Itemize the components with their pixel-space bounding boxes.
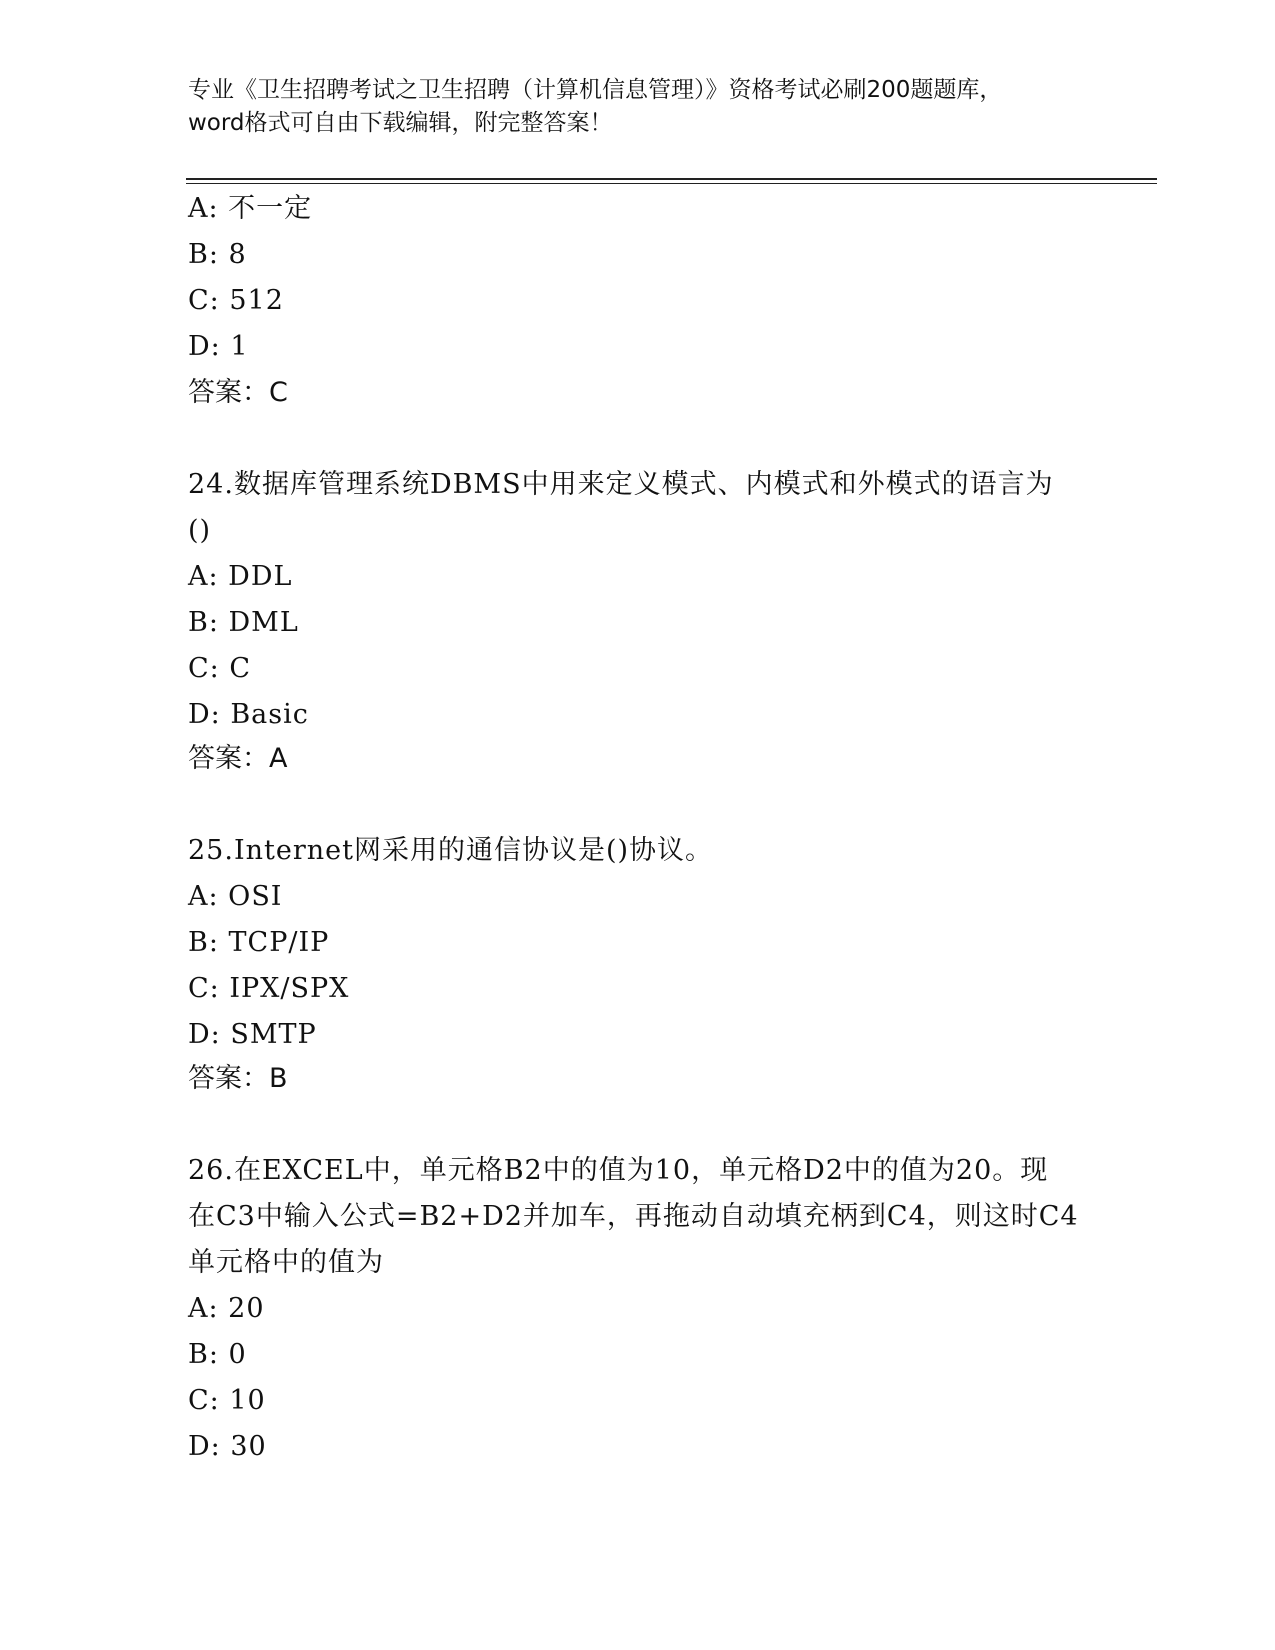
- q24-answer: 答案：A: [188, 743, 288, 774]
- q24-option-d: D: Basic: [188, 699, 309, 730]
- q26-stem-line-3: 单元格中的值为: [188, 1247, 384, 1278]
- q26-option-a: A: 20: [188, 1293, 265, 1324]
- q25-option-a: A: OSI: [188, 881, 283, 912]
- q26-option-b: B: 0: [188, 1339, 247, 1370]
- header-divider-thin: [186, 183, 1157, 184]
- q24-option-a: A: DDL: [188, 561, 293, 592]
- header-line-2: word格式可自由下载编辑，附完整答案！: [188, 110, 613, 136]
- q25-option-d: D: SMTP: [188, 1019, 317, 1050]
- q24-stem-line-2: (): [188, 515, 212, 546]
- document-header: [188, 74, 1088, 140]
- q23-answer: 答案：C: [188, 377, 288, 408]
- q26-stem-line-2: 在C3中输入公式=B2+D2并加车，再拖动自动填充柄到C4，则这时C4: [188, 1201, 1079, 1232]
- q25-answer: 答案：B: [188, 1063, 288, 1094]
- q24-stem-line-1: 24.数据库管理系统DBMS中用来定义模式、内模式和外模式的语言为: [188, 469, 1054, 500]
- q25-option-b: B: TCP/IP: [188, 927, 330, 958]
- q26-option-d: D: 30: [188, 1431, 267, 1462]
- q25-option-c: C: IPX/SPX: [188, 973, 350, 1004]
- q23-option-b: B: 8: [188, 239, 247, 270]
- q24-option-c: C: C: [188, 653, 251, 684]
- q25-stem-line-1: 25.Internet网采用的通信协议是()协议。: [188, 835, 714, 866]
- q26-option-c: C: 10: [188, 1385, 266, 1416]
- q23-option-a: A: 不一定: [188, 193, 313, 224]
- q24-option-b: B: DML: [188, 607, 299, 638]
- header-line-1: 专业《卫生招聘考试之卫生招聘（计算机信息管理）》资格考试必刷200题题库，: [188, 77, 1003, 103]
- q23-option-c: C: 512: [188, 285, 284, 316]
- header-divider: [186, 178, 1157, 180]
- q23-option-d: D: 1: [188, 331, 249, 362]
- q26-stem-line-1: 26.在EXCEL中，单元格B2中的值为10，单元格D2中的值为20。现: [188, 1155, 1049, 1186]
